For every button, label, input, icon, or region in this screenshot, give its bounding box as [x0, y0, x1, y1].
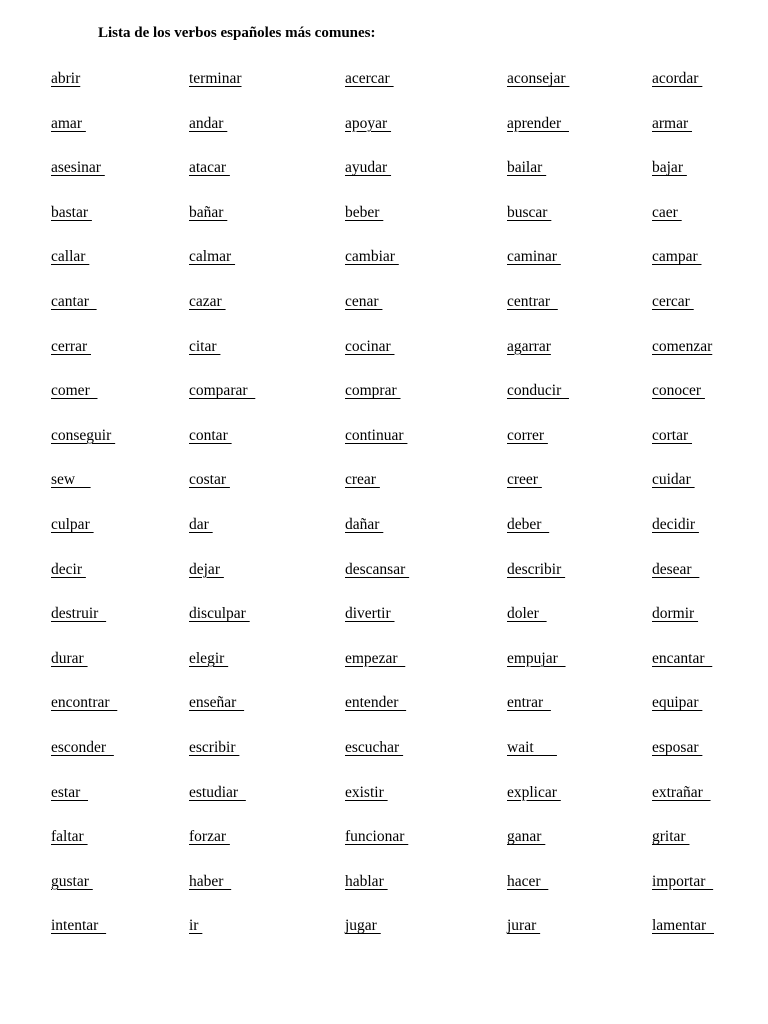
verb-entry: cambiar — [345, 248, 399, 266]
verb-entry: bajar — [652, 159, 687, 177]
verb-row — [0, 414, 768, 459]
verb-entry: faltar — [51, 828, 88, 846]
verb-entry: forzar — [189, 828, 230, 846]
verb-entry: ganar — [507, 828, 546, 846]
verb-entry: conducir — [507, 382, 569, 400]
verb-entry: bailar — [507, 159, 547, 177]
verb-entry: equipar — [652, 694, 703, 712]
verb-entry: comparar — [189, 382, 256, 400]
verb-entry: centrar — [507, 292, 558, 310]
verb-entry: ayudar — [345, 159, 392, 177]
verb-entry: hablar — [345, 872, 388, 890]
verb-row — [0, 904, 768, 949]
verb-entry: gritar — [652, 828, 690, 846]
verb-entry: entrar — [507, 694, 551, 712]
verb-entry: hacer — [507, 872, 549, 890]
verb-row — [0, 458, 768, 503]
verb-entry: descansar — [345, 560, 410, 578]
verb-entry: costar — [189, 471, 230, 489]
verb-entry: creer — [507, 471, 542, 489]
verb-entry: acordar — [652, 70, 703, 87]
verb-entry: divertir — [345, 605, 395, 623]
verb-entry: terminar — [189, 70, 242, 87]
verb-row — [0, 102, 768, 147]
verb-entry: apoyar — [345, 114, 392, 132]
verb-entry: dormir — [652, 605, 699, 623]
verb-entry: callar — [51, 248, 90, 266]
verb-entry: cortar — [652, 426, 693, 444]
verb-entry: decidir — [652, 515, 699, 533]
verb-entry: lamentar — [652, 917, 714, 935]
verb-entry: comer — [51, 382, 98, 400]
verb-entry: cenar — [345, 292, 383, 310]
verb-entry: wait — [507, 738, 557, 756]
verb-entry: buscar — [507, 203, 552, 221]
verb-entry: cuidar — [652, 471, 695, 489]
verb-entry: explicar — [507, 783, 561, 801]
verb-entry: jurar — [507, 917, 541, 935]
verb-entry: cerrar — [51, 337, 91, 355]
verb-entry: decir — [51, 560, 86, 578]
verb-entry: dañar — [345, 515, 384, 533]
verb-entry: empujar — [507, 649, 566, 667]
verb-entry: aprender — [507, 114, 569, 132]
verb-entry: correr — [507, 426, 548, 444]
verb-entry: disculpar — [189, 605, 250, 623]
verb-entry: escribir — [189, 738, 240, 756]
verb-row — [0, 860, 768, 905]
verb-entry: doler — [507, 605, 547, 623]
verb-entry: durar — [51, 649, 88, 667]
verb-entry: caminar — [507, 248, 561, 266]
verb-entry: atacar — [189, 159, 230, 177]
verb-row — [0, 815, 768, 860]
verb-entry: asesinar — [51, 159, 105, 177]
verb-row — [0, 369, 768, 414]
verb-entry: empezar — [345, 649, 406, 667]
verb-row — [0, 771, 768, 816]
verb-entry: destruir — [51, 605, 107, 623]
verb-entry: esposar — [652, 738, 703, 756]
verb-entry: describir — [507, 560, 566, 578]
verb-row — [0, 325, 768, 370]
verb-entry: comprar — [345, 382, 401, 400]
verb-entry: agarrar — [507, 337, 551, 355]
verb-entry: continuar — [345, 426, 408, 444]
verb-entry: dejar — [189, 560, 224, 578]
verb-row — [0, 191, 768, 236]
verb-entry: extrañar — [652, 783, 711, 801]
verb-row — [0, 548, 768, 593]
verb-entry: andar — [189, 114, 228, 132]
verb-entry: calmar — [189, 248, 236, 266]
verb-entry: dar — [189, 515, 213, 533]
verb-entry: bastar — [51, 203, 92, 221]
verb-entry: ir — [189, 917, 203, 935]
verb-row — [0, 235, 768, 280]
verb-entry: entender — [345, 694, 407, 712]
verb-entry: intentar — [51, 917, 107, 935]
verb-entry: esconder — [51, 738, 114, 756]
verb-entry: cercar — [652, 292, 694, 310]
verb-row — [0, 681, 768, 726]
verb-entry: encantar — [652, 649, 713, 667]
verb-row — [0, 726, 768, 771]
verb-entry: caer — [652, 203, 682, 221]
verb-entry: escuchar — [345, 738, 404, 756]
verb-entry: conocer — [652, 382, 705, 400]
verb-entry: enseñar — [189, 694, 245, 712]
verb-row — [0, 637, 768, 682]
verb-entry: culpar — [51, 515, 94, 533]
verb-entry: campar — [652, 248, 702, 266]
verb-entry: deber — [507, 515, 550, 533]
verb-entry: cocinar — [345, 337, 395, 355]
verb-entry: abrir — [51, 70, 81, 87]
verb-entry: gustar — [51, 872, 93, 890]
verb-entry: funcionar — [345, 828, 409, 846]
verb-entry: importar — [652, 872, 714, 890]
verb-entry: comenzar — [652, 337, 713, 355]
page-title: Lista de los verbos españoles más comunes: — [98, 25, 376, 41]
verb-entry: elegir — [189, 649, 229, 667]
verb-entry: acercar — [345, 70, 394, 87]
verb-entry: amar — [51, 114, 86, 132]
verb-entry: estudiar — [189, 783, 246, 801]
verb-row — [0, 57, 768, 102]
verb-entry: cazar — [189, 292, 226, 310]
verb-list — [0, 57, 768, 949]
verb-row — [0, 592, 768, 637]
verb-entry: haber — [189, 872, 232, 890]
verb-entry: beber — [345, 203, 384, 221]
verb-entry: contar — [189, 426, 232, 444]
verb-entry: desear — [652, 560, 700, 578]
verb-entry: citar — [189, 337, 221, 355]
verb-entry: encontrar — [51, 694, 118, 712]
verb-entry: estar — [51, 783, 89, 801]
verb-entry: aconsejar — [507, 70, 570, 87]
verb-entry: bañar — [189, 203, 228, 221]
verb-row — [0, 146, 768, 191]
verb-entry: armar — [652, 114, 693, 132]
verb-row — [0, 280, 768, 325]
verb-entry: sew — [51, 471, 91, 489]
verb-entry: existir — [345, 783, 388, 801]
verb-entry: crear — [345, 471, 380, 489]
verb-entry: cantar — [51, 292, 97, 310]
verb-row — [0, 503, 768, 548]
verb-entry: jugar — [345, 917, 381, 935]
verb-entry: conseguir — [51, 426, 116, 444]
